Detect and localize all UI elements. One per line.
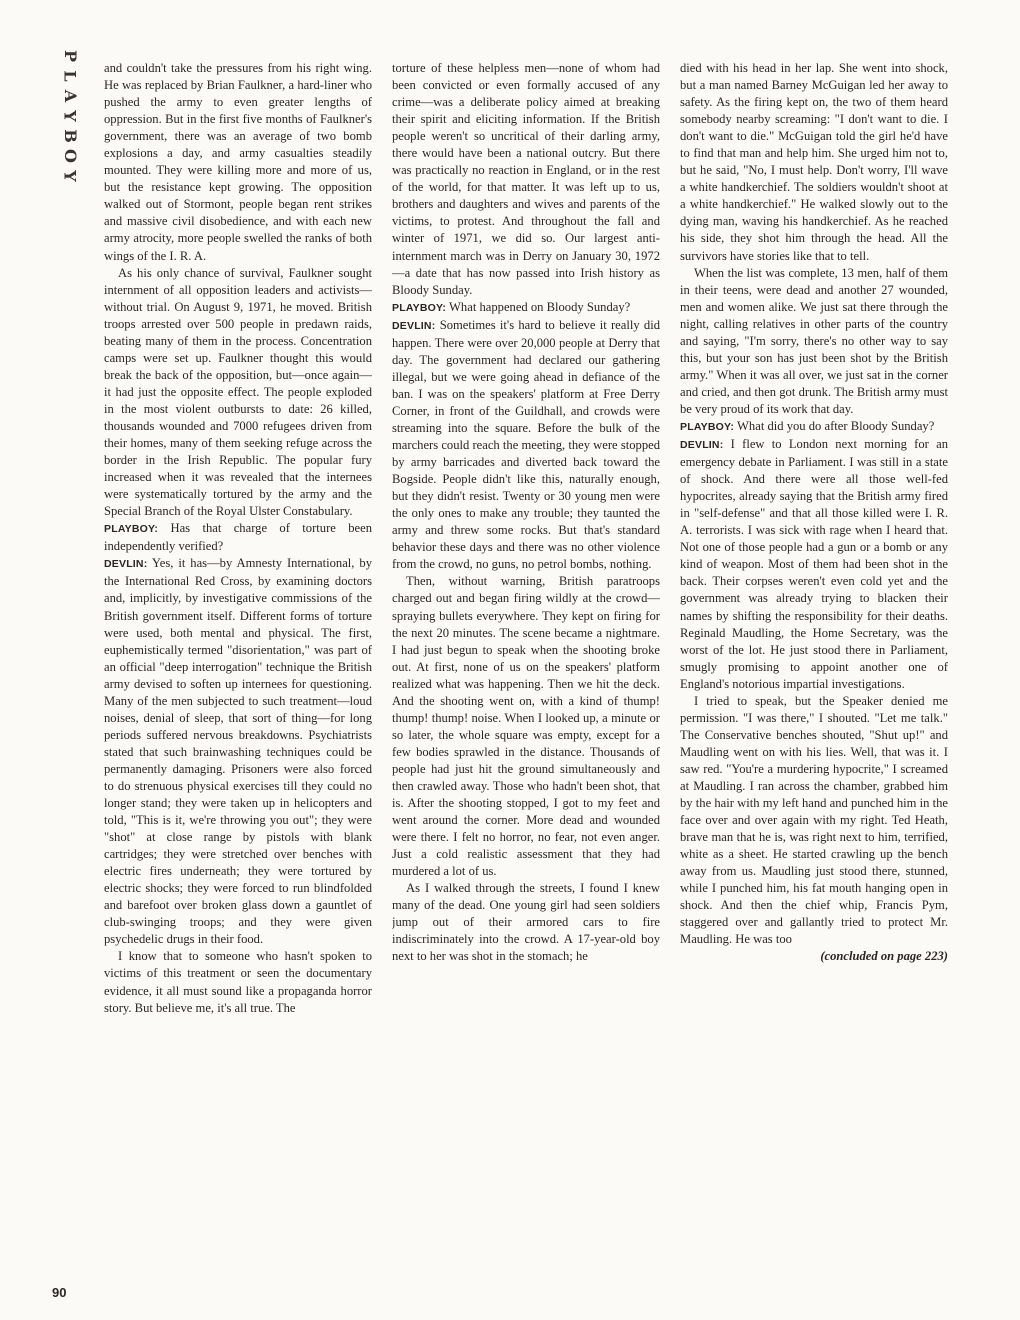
interview-answer: [104, 555, 372, 948]
logo-letter: Y: [60, 110, 80, 122]
paragraph-text: Then, without warning, British paratroops charged out and began firing wildly at the crowd—spraying bullets everywhere. They kept on firing for the next 20 minutes. The scene became a nightmare. I had just begun to speak when the shooting broke out. At first, none of us on the speakers' platform realized what was happening. Then we hit the deck. And the shooting went on, with a kind of thump! thump! thump! noise. When I looked up, a minute or so later, the whole square was empty, except for a few bodies sprawled in the distance. Thousands of people had just hit the ground simultaneously and then crawled away. Those who hadn't been shot, that is. After the shooting stopped, I got to my feet and went around the corner. More dead and wounded were there. I felt no horror, no fear, not even anger. Just a cold realistic assessment that they had murdered a lot of us.: [392, 574, 660, 879]
paragraph-text: Sometimes it's hard to believe it really did happen. There were over 20,000 people at Derry that day. The government had declared our gathering illegal, but we were going ahead in defiance of the ban. I was on the speakers' platform at Free Derry Corner, in front of the Guildhall, and crowds were streaming into the square. Before the bulk of the marchers could reach the meeting, they were stopped by army barricades and diverted back toward the Bogside. People didn't like this, naturally enough, but they didn't resist. Twenty or 30 young men were the only ones to make any trouble; they taunted the army and threw some rocks. But that's standard behavior these days and there was no other violence from the crowd, no guns, no petrol bombs, nothing.: [392, 317, 660, 572]
paragraph: [104, 948, 372, 1016]
paragraph-text: I know that to someone who hasn't spoken to victims of this treatment or seen the documentary evidence, it all must sound like a propaganda horror story. But believe me, it's all true. The: [104, 949, 372, 1015]
paragraph: [680, 693, 948, 949]
playboy-side-logo: [58, 46, 82, 186]
paragraph-text: Has that charge of torture been independently verified?: [104, 521, 372, 554]
logo-letter: Y: [60, 170, 80, 182]
interview-question: [392, 299, 660, 317]
text-column-2: [392, 60, 660, 1300]
interview-answer: [392, 317, 660, 574]
paragraph-text: I tried to speak, but the Speaker denied me permission. "I was there," I shouted. "Let me talk." The Conservative benches shouted, "Shut up!" and Maudling went on with his lies. Well, that was it. I saw red. "You're a murdering hypocrite," I screamed at Maudling. I ran across the chamber, grabbed him by the hair with my left hand and punched him in the face over and over again with my right. Ted Heath, brave man that he is, was right next to him, terrified, white as a sheet. He started crawling up the bench away from us. Maudling just stood there, stunned, while I punched him, his fat mouth hanging open in shock. And then the chief whip, Francis Pym, staggered over and gallantly tried to protect Mr. Maudling. He was too: [680, 693, 948, 947]
paragraph-text: What did you do after Bloody Sunday?: [737, 418, 935, 433]
paragraph: [680, 265, 948, 418]
speaker-label: PLAYBOY:: [392, 301, 447, 314]
logo-letter: A: [60, 89, 80, 103]
speaker-label: DEVLIN:: [392, 319, 436, 332]
speaker-label: PLAYBOY:: [680, 420, 735, 433]
paragraph-text: died with his head in her lap. She went into shock, but a man named Barney McGuigan led her away to safety. As the firing kept on, the two of them heard somebody nearby screaming: "I don't want to die. I don't want to die." McGuigan told the girl he'd have to find that man and help him. She urged him not to, but he said, "No, I must help. Don't worry, I'll wave a white handkerchief. The soldiers wouldn't shoot at a white handkerchief." He walked slowly out to the dying man, waving his handkerchief. As he reached his side, they shot him through the head. All the survivors have stories like that to tell.: [680, 61, 948, 263]
paragraph: [392, 573, 660, 880]
paragraph-text: and couldn't take the pressures from his right wing. He was replaced by Brian Faulkner, a hard-liner who pushed the army to even greater lengths of oppression. But in the first five months of Faulkner's government, there was an average of two bomb explosions a day, and army casualties steadily mounted. They were killing more and more of us, but the resistance kept growing. The opposition walked out of Stormont, people began rent strikes and massive civil disobedience, and with each new army atrocity, more people swelled the ranks of both wings of the I. R. A.: [104, 61, 372, 263]
paragraph-text: When the list was complete, 13 men, half of them in their teens, were dead and another 27 wounded, men and women alike. We just sat there through the night, calling relatives in other parts of the country and saying, "I'm sorry, there's no other way to say this, but your son has just been shot by the British army." When it was all over, we just sat in the corner and cried, and then got drunk. The British army must be very proud of its work that day.: [680, 265, 948, 416]
paragraph: [392, 60, 660, 299]
page-number: 90: [52, 1285, 67, 1300]
logo-letter: L: [61, 70, 80, 82]
paragraph: [392, 880, 660, 965]
speaker-label: DEVLIN:: [104, 558, 148, 571]
text-column-1: [104, 60, 372, 1300]
continued-line: (concluded on page 223): [820, 949, 948, 964]
logo-letter: B: [61, 129, 80, 143]
paragraph: [104, 265, 372, 521]
paragraph: [680, 60, 948, 265]
paragraph-text: I flew to London next morning for an emergency debate in Parliament. I was still in a state of shock. And there were all those well-fed hypocrites, already saying that the British army fired in "self-defense" and that all those killed were I. R. A. terrorists. I was sick with rage when I heard that. Not one of those people had a gun or a bomb or any kind of weapon. Most of them had been shot in the back. Their corpses weren't even cold yet and the government was already trying to blacken their names by shifting the responsibility for their deaths. Reginald Maudling, the Home Secretary, was the worst of the lot. He just stood there in Parliament, smugly promising to appoint another one of England's notorious impartial investigations.: [680, 437, 948, 691]
speaker-label: PLAYBOY:: [104, 523, 159, 536]
paragraph-text: As I walked through the streets, I found I knew many of the dead. One young girl had seen soldiers jump out of their armored cars to fire indiscriminately into the crowd. A 17-year-old boy next to her was shot in the stomach; he: [392, 881, 660, 964]
paragraph-text: torture of these helpless men—none of whom had been convicted or even formally accused of any crime—was a deliberate policy aimed at breaking their spirit and eliciting information. If the British people weren't so uncritical of their darling army, there would have been a national outcry. But there was practically no reaction in England, or in the rest of the world, for that matter. It was left up to us, brothers and daughters and wives and parents of the victims, to protest. And throughout the fall and winter of 1971, we did so. Our largest anti-internment march was in Derry on January 30, 1972—a date that has now passed into Irish history as Bloody Sunday.: [392, 61, 660, 297]
paragraph-text: What happened on Bloody Sunday?: [449, 299, 631, 314]
text-column-3: [680, 60, 948, 1300]
speaker-label: DEVLIN:: [680, 439, 724, 452]
interview-question: [680, 418, 948, 436]
interview-answer: [680, 436, 948, 693]
paragraph-text: As his only chance of survival, Faulkner sought internment of all opposition leaders and activists—without trial. On August 9, 1971, he moved. British troops arrested over 500 people in predawn raids, beating many of them in the process. Concentration camps were set up. Faulkner thought this would break the back of the opposition, but—once again—it had just the opposite effect. The people exploded in the most violent outbursts to date: 26 killed, thousands wounded and 7000 refugees driven from their homes, many of them seeking refuge across the border in the Irish Republic. The popular fury increased when it was revealed that the internees were systematically tortured by the army and the Special Branch of the Royal Ulster Constabulary.: [104, 265, 372, 519]
logo-letter: O: [61, 149, 80, 163]
logo-letter: P: [61, 49, 80, 63]
paragraph-text: Yes, it has—by Amnesty International, by the International Red Cross, by examining doctors and, implicitly, by investigative commissions of the British government itself. Different forms of torture were used, both mental and physical. The first, euphemistically termed "disorientation," was part of an official "deep interrogation" technique the British army devised to soften up internees for questioning. Many of the men subjected to such treatment—loud noises, denial of sleep, that sort of thing—for long periods suffered nervous breakdowns. Psychiatrists stated that such brainwashing techniques could be permanently damaging. Prisoners were also forced to do strenuous physical exercises till they could no longer stand; they were taken up in helicopters and told, "This is it, we're throwing you out"; they were "shot" at close range by pistols with blank cartridges; they were stretched over benches with electric fires underneath; they were tortured by electric shocks; they were forced to run blindfolded and barefoot over broken glass down a gauntlet of club-swinging troops; and they were given psychedelic drugs in their food.: [104, 556, 372, 947]
paragraph: [104, 60, 372, 265]
interview-question: [104, 520, 372, 555]
